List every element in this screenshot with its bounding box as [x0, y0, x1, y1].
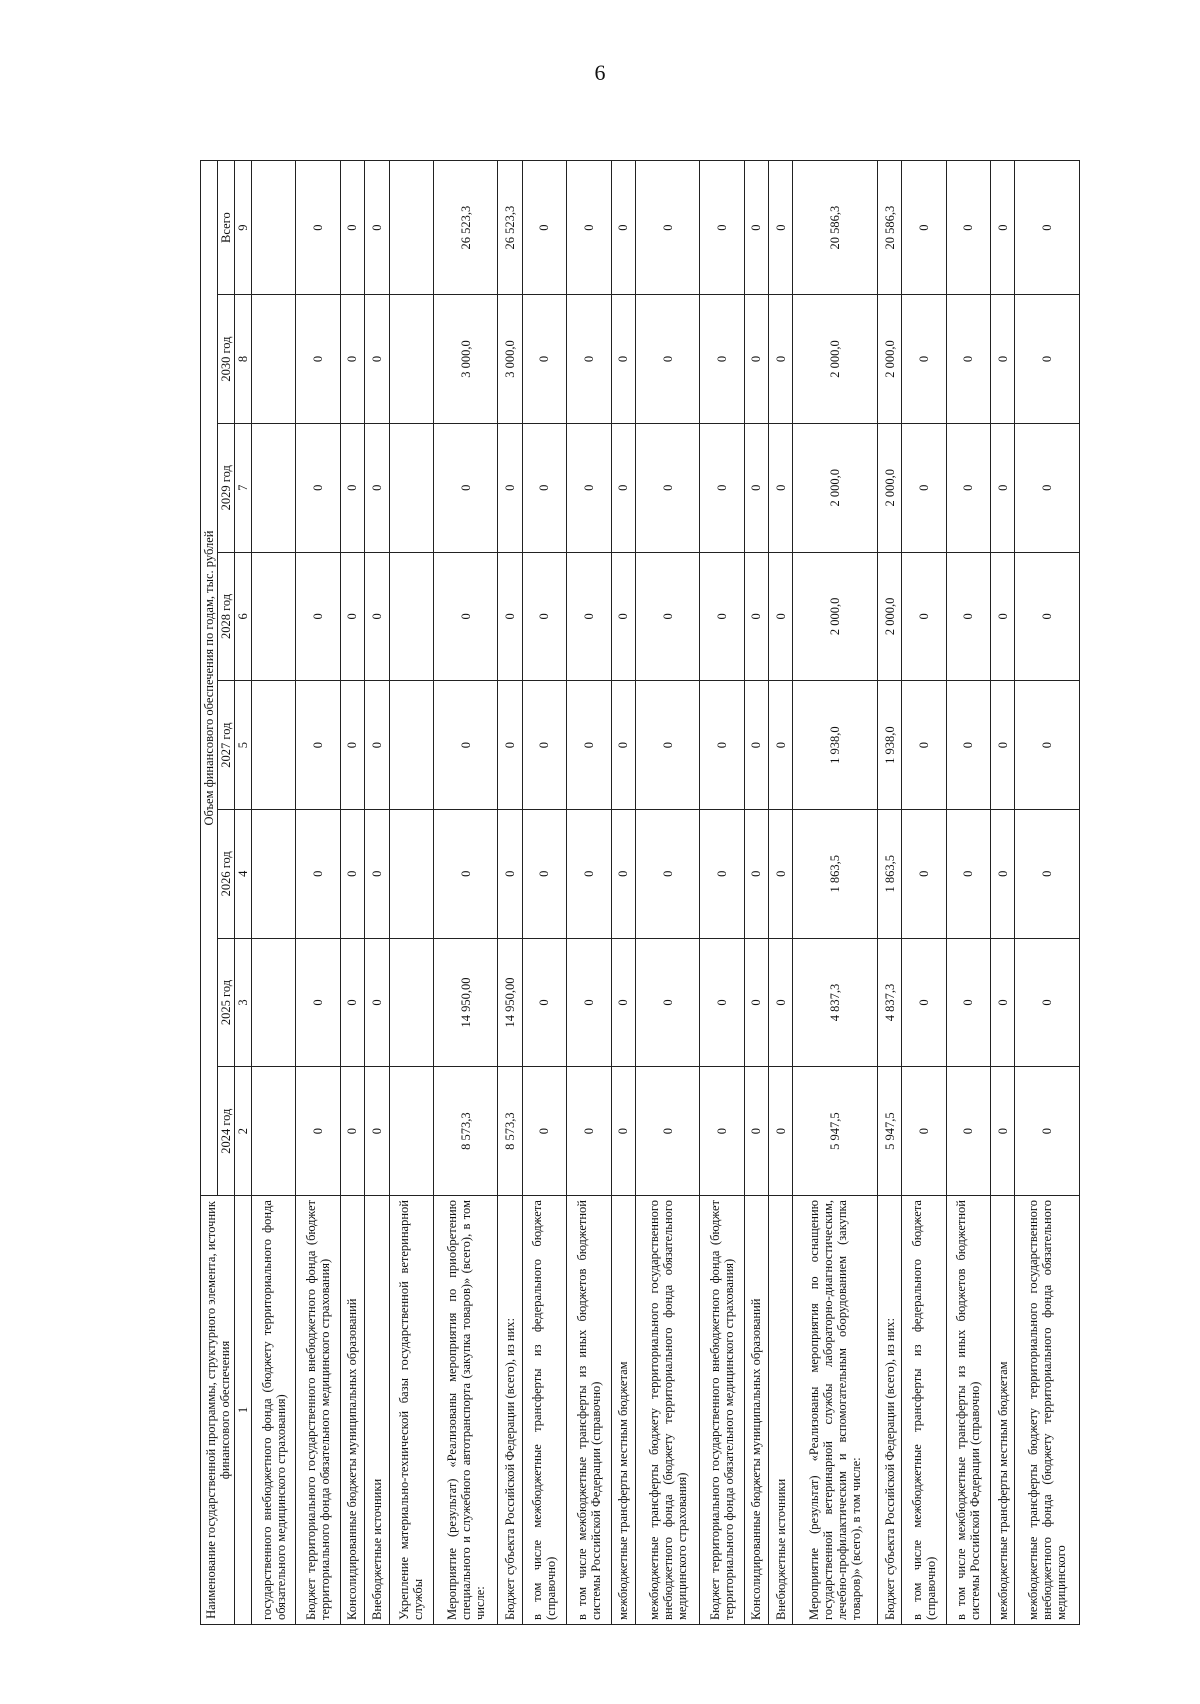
- row-year-value: 0: [635, 552, 699, 681]
- table-row: [296, 161, 340, 1625]
- row-year-value: 0: [991, 295, 1015, 424]
- row-year-value: [252, 1067, 296, 1196]
- row-year-value: 0: [611, 938, 635, 1067]
- row-year-value: 0: [769, 809, 793, 938]
- row-year-value: 2 000,0: [793, 552, 878, 681]
- row-total-value: 0: [744, 161, 768, 295]
- row-year-value: 0: [946, 295, 990, 424]
- rotated-table-container: [200, 160, 1080, 1625]
- row-year-value: 0: [991, 681, 1015, 810]
- row-year-value: 0: [522, 681, 566, 810]
- row-year-value: 0: [902, 552, 946, 681]
- row-year-value: 0: [700, 1067, 744, 1196]
- row-year-value: 0: [522, 295, 566, 424]
- row-year-value: 1 938,0: [793, 681, 878, 810]
- table-row: [744, 161, 768, 1625]
- row-year-value: 0: [365, 938, 389, 1067]
- row-source-name: государственного внебюджетного фонда (бюджету территориального фонда обязательного медицинского страхования): [252, 1196, 296, 1625]
- table-row: [389, 161, 433, 1625]
- row-total-value: [389, 161, 433, 295]
- col-number: 5: [235, 681, 252, 810]
- row-year-value: 0: [744, 1067, 768, 1196]
- row-year-value: 0: [522, 423, 566, 552]
- table-row: [991, 161, 1015, 1625]
- row-year-value: 0: [498, 809, 522, 938]
- table-row: [611, 161, 635, 1625]
- row-year-value: 0: [700, 423, 744, 552]
- row-year-value: 0: [296, 938, 340, 1067]
- table-body: [252, 161, 1080, 1625]
- row-year-value: 0: [902, 295, 946, 424]
- table-row: [793, 161, 878, 1625]
- row-year-value: 0: [498, 423, 522, 552]
- row-year-value: 0: [700, 552, 744, 681]
- row-total-value: 0: [522, 161, 566, 295]
- row-total-value: 0: [611, 161, 635, 295]
- row-year-value: 0: [365, 423, 389, 552]
- row-year-value: 0: [365, 295, 389, 424]
- row-year-value: 0: [522, 938, 566, 1067]
- row-year-value: 0: [769, 1067, 793, 1196]
- row-year-value: 0: [611, 552, 635, 681]
- row-year-value: 0: [1015, 938, 1080, 1067]
- row-year-value: 0: [744, 809, 768, 938]
- row-year-value: 0: [365, 681, 389, 810]
- row-year-value: 0: [902, 423, 946, 552]
- header-row-numbers: [235, 161, 252, 1625]
- row-year-value: 0: [635, 938, 699, 1067]
- row-year-value: 0: [296, 809, 340, 938]
- row-year-value: 2 000,0: [877, 423, 901, 552]
- row-year-value: 2 000,0: [877, 552, 901, 681]
- row-total-value: 0: [991, 161, 1015, 295]
- financing-table: [200, 160, 1080, 1625]
- header-year: 2029 год: [218, 423, 235, 552]
- row-source-name: Укрепление материально-технической базы государственной ветеринарной службы: [389, 1196, 433, 1625]
- row-year-value: 0: [744, 423, 768, 552]
- table-row: [522, 161, 566, 1625]
- col-number: 8: [235, 295, 252, 424]
- row-year-value: 0: [433, 681, 497, 810]
- row-year-value: [389, 1067, 433, 1196]
- row-year-value: 0: [946, 552, 990, 681]
- row-year-value: 0: [635, 681, 699, 810]
- row-year-value: 0: [635, 423, 699, 552]
- row-year-value: 1 938,0: [877, 681, 901, 810]
- row-year-value: 0: [1015, 681, 1080, 810]
- row-year-value: 0: [1015, 295, 1080, 424]
- header-group-title: Объем финансового обеспечения по годам, тыс. рублей: [201, 161, 218, 1196]
- col-number: 9: [235, 161, 252, 295]
- row-year-value: 0: [700, 681, 744, 810]
- table-row: [498, 161, 522, 1625]
- table-header: [201, 161, 252, 1625]
- row-year-value: 0: [700, 809, 744, 938]
- table-row: [1015, 161, 1080, 1625]
- row-year-value: 0: [567, 681, 611, 810]
- row-year-value: 2 000,0: [793, 423, 878, 552]
- row-year-value: 1 863,5: [877, 809, 901, 938]
- row-year-value: 0: [611, 295, 635, 424]
- row-source-name: межбюджетные трансферты бюджету территориального государственного внебюджетного фонда (бюджету территориального фонда обязательного медицинского: [1015, 1196, 1080, 1625]
- row-year-value: 0: [611, 809, 635, 938]
- row-year-value: [252, 681, 296, 810]
- row-year-value: 0: [498, 681, 522, 810]
- row-year-value: 0: [946, 809, 990, 938]
- row-source-name: межбюджетные трансферты местным бюджетам: [611, 1196, 635, 1625]
- row-year-value: 0: [340, 423, 364, 552]
- row-year-value: [252, 423, 296, 552]
- row-year-value: [252, 938, 296, 1067]
- row-year-value: 0: [340, 938, 364, 1067]
- col-number: 6: [235, 552, 252, 681]
- row-year-value: 0: [769, 938, 793, 1067]
- row-year-value: 0: [340, 809, 364, 938]
- table-row: [340, 161, 364, 1625]
- row-total-value: 20 586,3: [793, 161, 878, 295]
- row-total-value: 0: [365, 161, 389, 295]
- row-total-value: [252, 161, 296, 295]
- row-year-value: 0: [902, 938, 946, 1067]
- row-source-name: Мероприятие (результат) «Реализованы мероприятия по приобретению специального и служебного автотранспорта (закупка товаров)» (всего), в том числе:: [433, 1196, 497, 1625]
- col-number: 1: [235, 1196, 252, 1625]
- row-year-value: 0: [902, 681, 946, 810]
- row-year-value: 0: [433, 809, 497, 938]
- row-total-value: 0: [946, 161, 990, 295]
- row-year-value: 0: [991, 552, 1015, 681]
- row-source-name: Бюджет территориального государственного внебюджетного фонда (бюджет территориального фонда обязательного медицинского страхования): [700, 1196, 744, 1625]
- row-year-value: 5 947,5: [877, 1067, 901, 1196]
- row-year-value: [389, 809, 433, 938]
- row-year-value: 2 000,0: [793, 295, 878, 424]
- row-year-value: 0: [365, 1067, 389, 1196]
- table-row: [700, 161, 744, 1625]
- table-row: [365, 161, 389, 1625]
- row-year-value: 0: [991, 938, 1015, 1067]
- row-year-value: 0: [635, 809, 699, 938]
- row-year-value: [389, 938, 433, 1067]
- row-year-value: 0: [340, 552, 364, 681]
- row-total-value: 0: [769, 161, 793, 295]
- row-year-value: 0: [522, 552, 566, 681]
- row-year-value: [389, 423, 433, 552]
- row-year-value: 3 000,0: [498, 295, 522, 424]
- header-year: 2027 год: [218, 681, 235, 810]
- table-row: [902, 161, 946, 1625]
- row-year-value: 5 947,5: [793, 1067, 878, 1196]
- row-year-value: 0: [567, 552, 611, 681]
- row-year-value: [389, 295, 433, 424]
- row-year-value: 0: [567, 1067, 611, 1196]
- row-year-value: 0: [744, 938, 768, 1067]
- row-source-name: межбюджетные трансферты бюджету территориального государственного внебюджетного фонда (бюджету территориального фонда обязательного медицинского страхования): [635, 1196, 699, 1625]
- row-source-name: в том числе межбюджетные трансферты из иных бюджетов бюджетной системы Российской Федерации (справочно): [946, 1196, 990, 1625]
- row-year-value: 0: [365, 552, 389, 681]
- row-year-value: [252, 552, 296, 681]
- header-year: 2026 год: [218, 809, 235, 938]
- row-total-value: 26 523,3: [498, 161, 522, 295]
- row-source-name: Консолидированные бюджеты муниципальных образований: [744, 1196, 768, 1625]
- table-row: [635, 161, 699, 1625]
- row-year-value: 0: [946, 938, 990, 1067]
- row-year-value: 0: [946, 681, 990, 810]
- header-year: 2030 год: [218, 295, 235, 424]
- row-year-value: 0: [522, 809, 566, 938]
- row-year-value: 0: [498, 552, 522, 681]
- row-year-value: 0: [611, 423, 635, 552]
- table-row: [252, 161, 296, 1625]
- row-source-name: Мероприятие (результат) «Реализованы мероприятия по оснащению государственной ветеринарной службы лабораторно-диагностическим, лечебно-профилактическим и вспомогательным оборудованием (закупка товаров)» (всего), в том числе:: [793, 1196, 878, 1625]
- row-year-value: 0: [296, 423, 340, 552]
- row-year-value: 0: [340, 1067, 364, 1196]
- row-year-value: [252, 809, 296, 938]
- row-year-value: 14 950,00: [433, 938, 497, 1067]
- row-total-value: 0: [635, 161, 699, 295]
- header-year: 2028 год: [218, 552, 235, 681]
- row-year-value: 0: [635, 1067, 699, 1196]
- row-year-value: 8 573,3: [433, 1067, 497, 1196]
- row-year-value: 0: [991, 1067, 1015, 1196]
- row-year-value: 0: [522, 1067, 566, 1196]
- row-year-value: 0: [902, 809, 946, 938]
- row-year-value: 0: [1015, 809, 1080, 938]
- row-year-value: 0: [991, 423, 1015, 552]
- row-year-value: [389, 552, 433, 681]
- table-row: [567, 161, 611, 1625]
- row-total-value: 0: [340, 161, 364, 295]
- rotated-page-content: [200, 160, 1080, 1625]
- page-number: 6: [594, 60, 606, 85]
- col-number: 2: [235, 1067, 252, 1196]
- row-year-value: 8 573,3: [498, 1067, 522, 1196]
- row-total-value: 0: [902, 161, 946, 295]
- row-source-name: в том числе межбюджетные трансферты из федерального бюджета (справочно): [902, 1196, 946, 1625]
- row-year-value: 0: [902, 1067, 946, 1196]
- row-year-value: 0: [296, 295, 340, 424]
- col-number: 3: [235, 938, 252, 1067]
- row-year-value: 0: [365, 809, 389, 938]
- header-name-col: Наименование государственной программы, структурного элемента, источник финансового обеспечения: [201, 1196, 235, 1625]
- row-year-value: 0: [769, 295, 793, 424]
- row-year-value: 0: [433, 552, 497, 681]
- row-source-name: Бюджет субъекта Российской Федерации (всего), из них:: [498, 1196, 522, 1625]
- row-year-value: 4 837,3: [793, 938, 878, 1067]
- row-year-value: 0: [635, 295, 699, 424]
- row-total-value: 26 523,3: [433, 161, 497, 295]
- row-source-name: Бюджет субъекта Российской Федерации (всего), из них:: [877, 1196, 901, 1625]
- header-total: Всего: [218, 161, 235, 295]
- row-year-value: 0: [946, 1067, 990, 1196]
- row-year-value: 0: [769, 552, 793, 681]
- row-year-value: 0: [296, 681, 340, 810]
- row-year-value: 0: [1015, 423, 1080, 552]
- row-year-value: 3 000,0: [433, 295, 497, 424]
- row-source-name: Внебюджетные источники: [365, 1196, 389, 1625]
- row-source-name: межбюджетные трансферты местным бюджетам: [991, 1196, 1015, 1625]
- row-total-value: 0: [1015, 161, 1080, 295]
- row-year-value: 0: [296, 552, 340, 681]
- row-year-value: 4 837,3: [877, 938, 901, 1067]
- row-total-value: 0: [296, 161, 340, 295]
- row-year-value: 2 000,0: [877, 295, 901, 424]
- row-source-name: Бюджет территориального государственного внебюджетного фонда (бюджет территориального фонда обязательного медицинского страхования): [296, 1196, 340, 1625]
- row-year-value: 0: [611, 1067, 635, 1196]
- row-year-value: 0: [611, 681, 635, 810]
- row-year-value: 0: [700, 295, 744, 424]
- row-source-name: Консолидированные бюджеты муниципальных образований: [340, 1196, 364, 1625]
- row-year-value: 0: [700, 938, 744, 1067]
- row-year-value: [252, 295, 296, 424]
- row-source-name: в том числе межбюджетные трансферты из федерального бюджета (справочно): [522, 1196, 566, 1625]
- table-row: [946, 161, 990, 1625]
- row-year-value: [389, 681, 433, 810]
- row-year-value: 0: [991, 809, 1015, 938]
- row-year-value: 0: [567, 295, 611, 424]
- row-year-value: 0: [769, 423, 793, 552]
- row-year-value: 0: [744, 681, 768, 810]
- header-year: 2024 год: [218, 1067, 235, 1196]
- row-year-value: 0: [1015, 1067, 1080, 1196]
- row-total-value: 0: [567, 161, 611, 295]
- row-year-value: 0: [567, 809, 611, 938]
- row-total-value: 0: [700, 161, 744, 295]
- row-year-value: 0: [433, 423, 497, 552]
- row-year-value: 0: [567, 423, 611, 552]
- table-row: [877, 161, 901, 1625]
- row-year-value: 0: [567, 938, 611, 1067]
- col-number: 7: [235, 423, 252, 552]
- table-row: [769, 161, 793, 1625]
- header-year: 2025 год: [218, 938, 235, 1067]
- row-year-value: 0: [744, 552, 768, 681]
- row-year-value: 14 950,00: [498, 938, 522, 1067]
- col-number: 4: [235, 809, 252, 938]
- row-year-value: 0: [946, 423, 990, 552]
- row-source-name: в том числе межбюджетные трансферты из иных бюджетов бюджетной системы Российской Федерации (справочно): [567, 1196, 611, 1625]
- row-year-value: 0: [1015, 552, 1080, 681]
- row-year-value: 0: [296, 1067, 340, 1196]
- row-total-value: 20 586,3: [877, 161, 901, 295]
- header-row-1: [201, 161, 218, 1625]
- table-row: [433, 161, 497, 1625]
- row-source-name: Внебюджетные источники: [769, 1196, 793, 1625]
- row-year-value: 0: [769, 681, 793, 810]
- row-year-value: 1 863,5: [793, 809, 878, 938]
- row-year-value: 0: [744, 295, 768, 424]
- row-year-value: 0: [340, 681, 364, 810]
- row-year-value: 0: [340, 295, 364, 424]
